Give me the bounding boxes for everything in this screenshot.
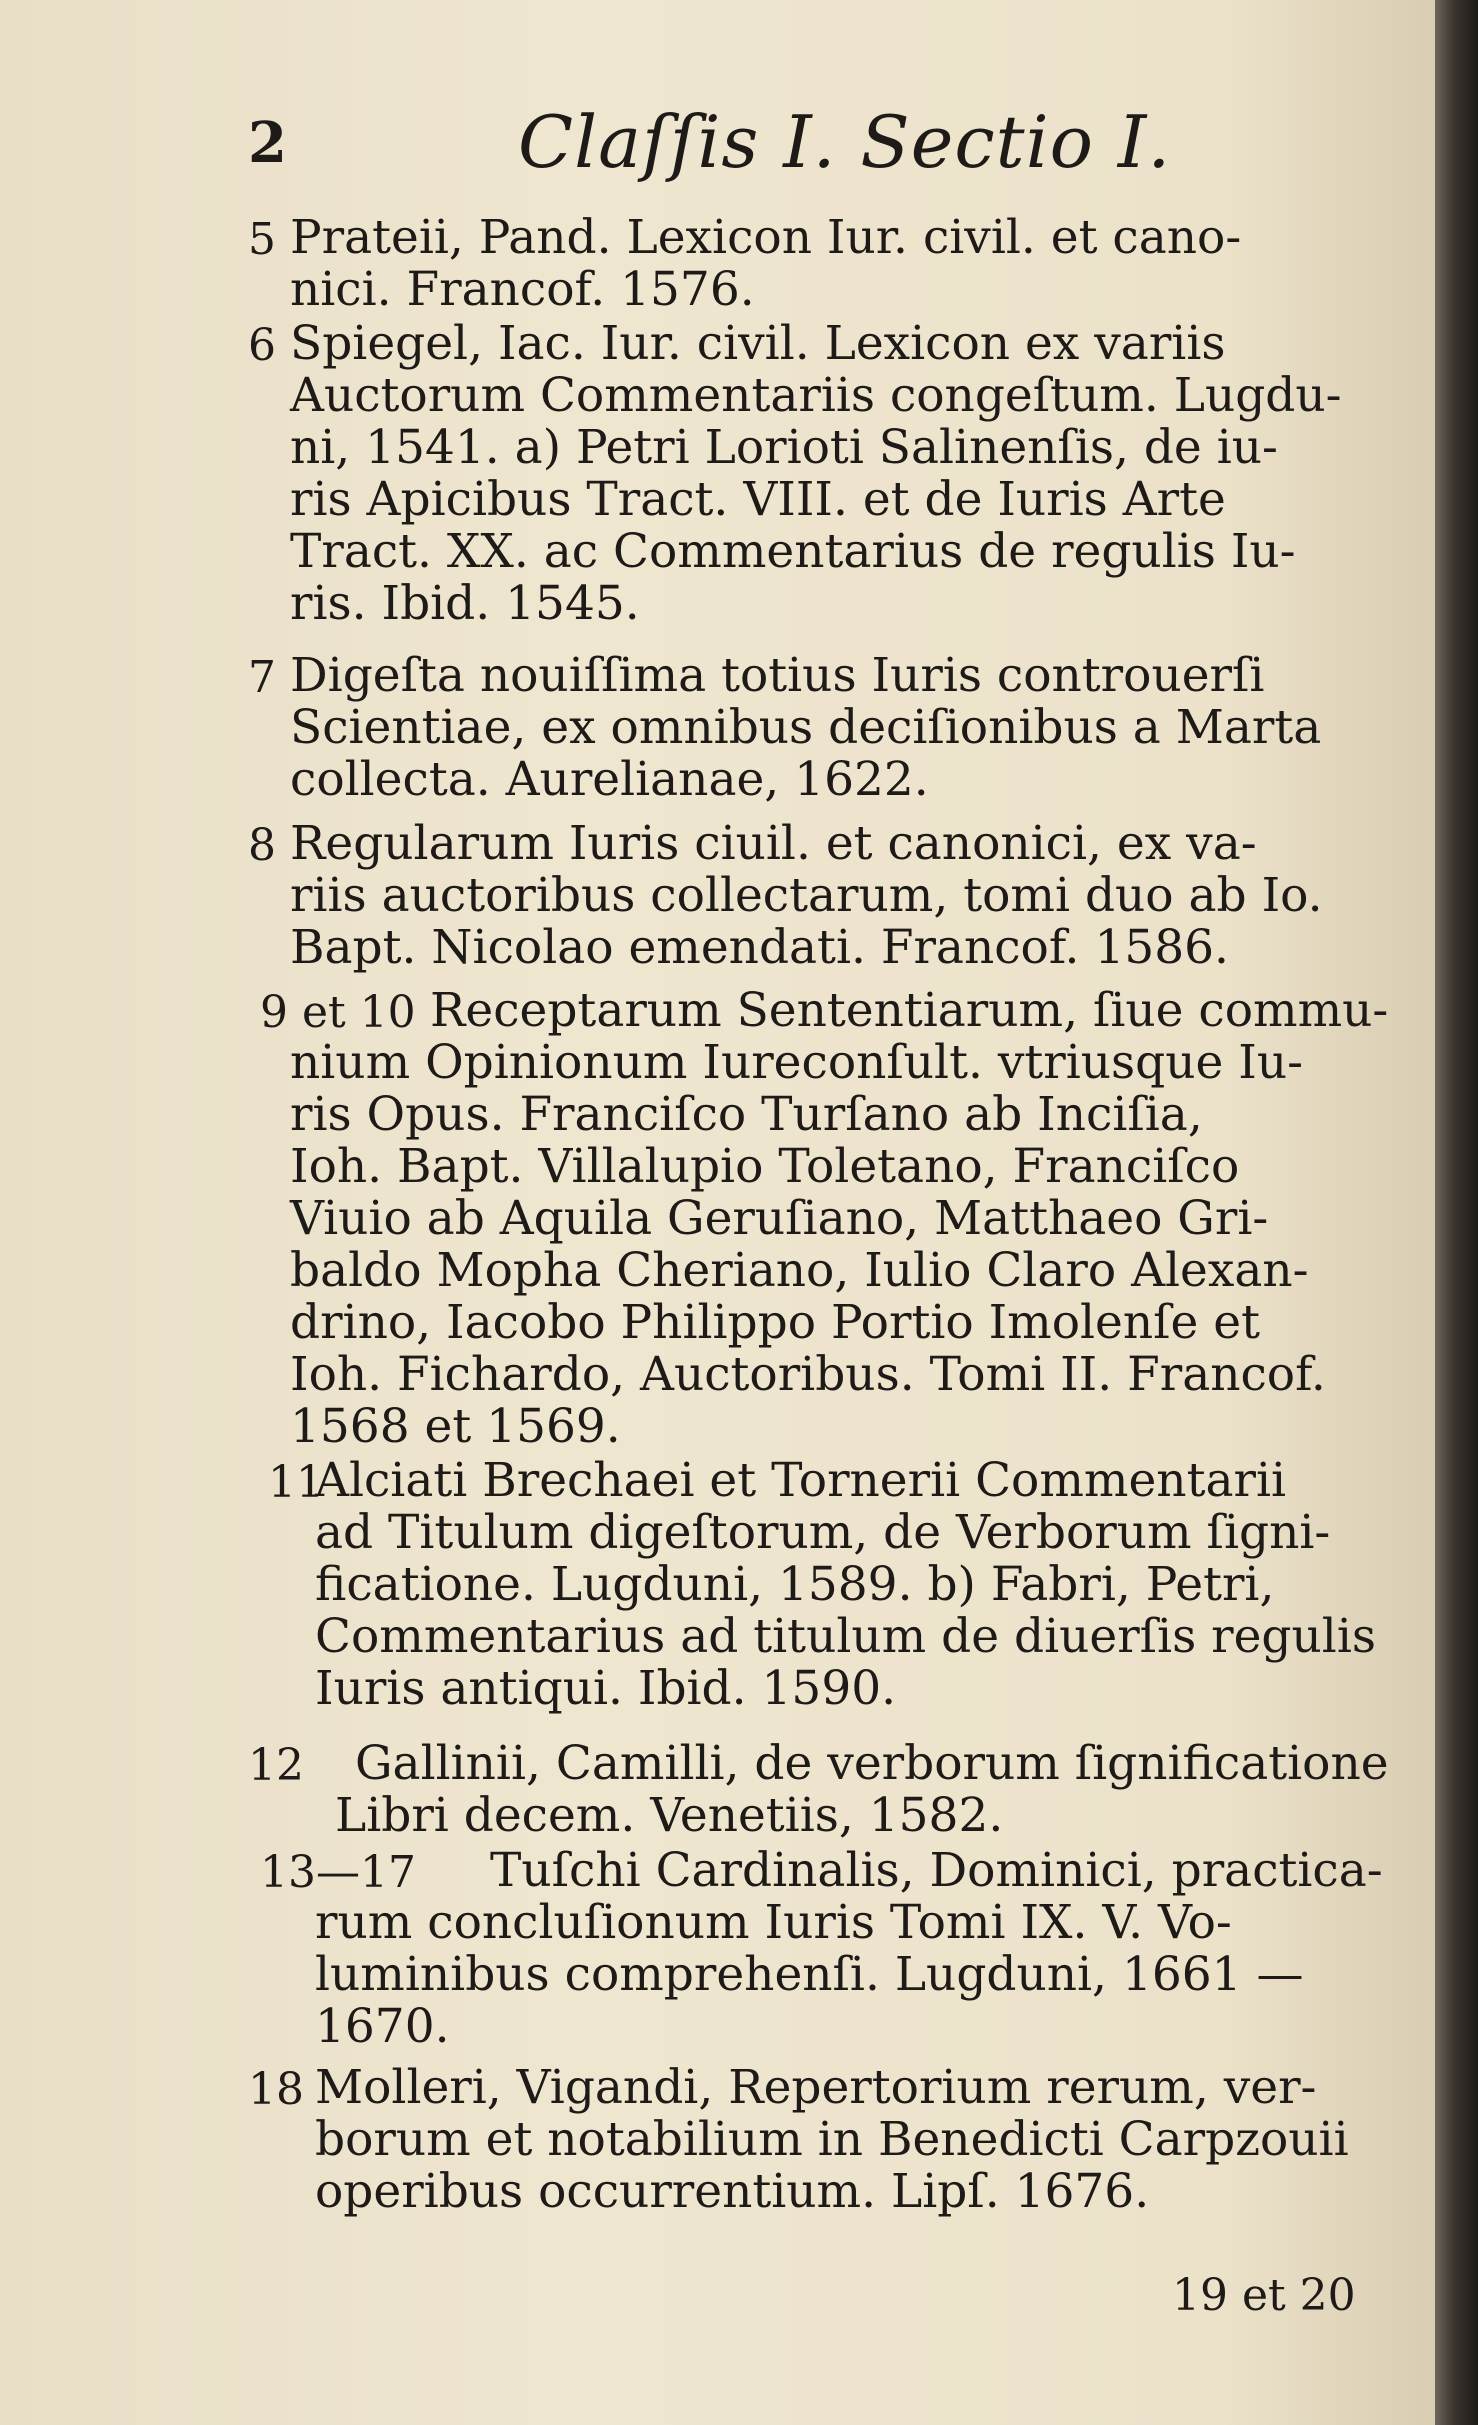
entry-line: riis auctoribus collectarum, tomi duo ab Io.: [290, 868, 1323, 923]
entry-number: 7: [248, 652, 276, 703]
entry-line: Commentarius ad titulum de diuerſis regulis: [315, 1609, 1376, 1664]
entry-line: Viuio ab Aquila Geruſiano, Matthaeo Gri-: [290, 1191, 1269, 1246]
entry-line: ficatione. Lugduni, 1589. b) Fabri, Petri,: [315, 1557, 1275, 1612]
entry-line: ni, 1541. a) Petri Lorioti Salinenſis, de iu-: [290, 420, 1278, 475]
entry-line: Spiegel, Iac. Iur. civil. Lexicon ex variis: [290, 316, 1226, 371]
entry-line: 1670.: [315, 1999, 450, 2054]
entry-line: Scientiae, ex omnibus deciſionibus a Marta: [290, 700, 1322, 755]
entry-line: nici. Francof. 1576.: [290, 262, 755, 317]
entry-number: 5: [248, 214, 276, 265]
running-head: Claſſis I. Sectio I.: [518, 100, 1172, 184]
entry-line: Auctorum Commentariis congeſtum. Lugdu-: [290, 368, 1342, 423]
entry-line: 1568 et 1569.: [290, 1399, 621, 1454]
entry-line: Iuris antiqui. Ibid. 1590.: [315, 1661, 897, 1716]
entry-6: [248, 316, 1400, 631]
entry-line: ris Apicibus Tract. VIII. et de Iuris Arte: [290, 472, 1226, 527]
entry-line: Regularum Iuris ciuil. et canonici, ex va-: [290, 816, 1257, 871]
entry-number: 12: [248, 1740, 304, 1791]
entry-line: baldo Mopha Cheriano, Iulio Claro Alexan-: [290, 1243, 1309, 1298]
entry-line: rum concluſionum Iuris Tomi IX. V. Vo-: [315, 1895, 1232, 1950]
entry-line: nium Opinionum Iureconſult. vtriusque Iu-: [290, 1035, 1304, 1090]
entry-line: borum et notabilium in Benedicti Carpzouii: [315, 2112, 1349, 2167]
entry-7: [248, 648, 1400, 807]
entry-line: collecta. Aurelianae, 1622.: [290, 752, 929, 807]
entry-5: [248, 210, 1400, 317]
entry-line: ris. Ibid. 1545.: [290, 576, 640, 631]
entry-9-10: [260, 983, 1400, 1454]
entry-13-17: [260, 1843, 1400, 2054]
entry-line: ris Opus. Franciſco Turſano ab Inciſia,: [290, 1087, 1203, 1142]
entry-18: [248, 2060, 1400, 2219]
entry-number: 9 et 10: [260, 987, 416, 1038]
book-edge: [1435, 0, 1478, 2425]
entry-11: [268, 1453, 1400, 1716]
entry-line: Ioh. Fichardo, Auctoribus. Tomi II. Francof.: [290, 1347, 1326, 1402]
entry-line: Ioh. Bapt. Villalupio Toletano, Franciſco: [290, 1139, 1240, 1194]
catchword: 19 et 20: [1172, 2270, 1356, 2321]
entry-line: Digeſta nouiſſima totius Iuris controuerſi: [290, 648, 1265, 703]
entry-line: Tract. XX. ac Commentarius de regulis Iu-: [290, 524, 1296, 579]
entry-number: 6: [248, 320, 276, 371]
entry-line: Tuſchi Cardinalis, Dominici, practica-: [490, 1843, 1383, 1898]
entry-line: Molleri, Vigandi, Repertorium rerum, ver-: [315, 2060, 1317, 2115]
entry-line: operibus occurrentium. Lipſ. 1676.: [315, 2164, 1150, 2219]
entry-line: Gallinii, Camilli, de verborum ſignificatione: [355, 1736, 1389, 1791]
entry-line: Prateii, Pand. Lexicon Iur. civil. et cano-: [290, 210, 1242, 265]
entry-line: luminibus comprehenſi. Lugduni, 1661 —: [315, 1947, 1304, 2002]
entry-number: 8: [248, 820, 276, 871]
entry-line: ad Titulum digeſtorum, de Verborum ſigni-: [315, 1505, 1331, 1560]
entry-number: 13—17: [260, 1847, 416, 1898]
entry-line: Libri decem. Venetiis, 1582.: [335, 1788, 1004, 1843]
entry-line: Bapt. Nicolao emendati. Francof. 1586.: [290, 920, 1229, 975]
entry-number: 18: [248, 2064, 304, 2115]
entry-line: Receptarum Sententiarum, ſiue commu-: [430, 983, 1389, 1038]
page-number: 2: [248, 110, 287, 176]
entry-8: [248, 816, 1400, 975]
entry-line: Alciati Brechaei et Tornerii Commentarii: [315, 1453, 1287, 1508]
entry-line: drino, Iacobo Philippo Portio Imolenſe et: [290, 1295, 1260, 1350]
entry-number: 11: [268, 1457, 324, 1508]
entry-12: [248, 1736, 1400, 1843]
